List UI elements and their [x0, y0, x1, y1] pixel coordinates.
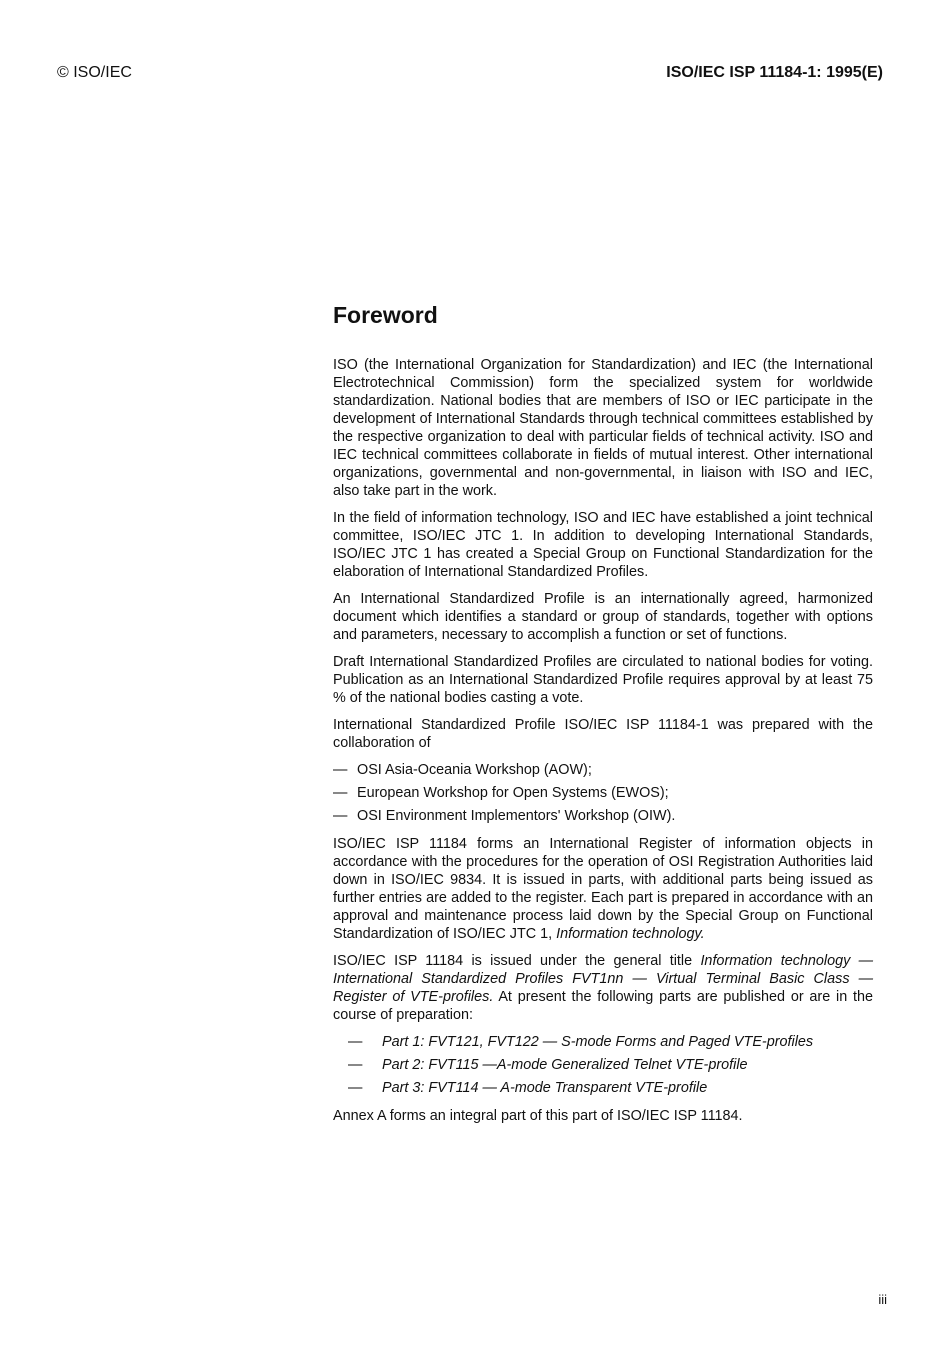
collaborators-list	[333, 761, 873, 825]
dash: —	[333, 808, 348, 824]
paragraph-jtc1: In the field of information technology, ISO and IEC have established a joint technical committee, ISO/IEC JTC 1. In addition to developing International Standards, ISO/IEC JTC 1 has created a Special Group on Functional Standardization for the elaboration of International Standardized Profiles.	[333, 510, 873, 580]
page-number: iii	[878, 1292, 887, 1307]
general-title-end: At present the following parts are published or are in the course of preparation:	[333, 989, 873, 1023]
header-document-id: ISO/IEC ISP 11184-1: 1995(E)	[666, 64, 883, 81]
list-item-text: Part 1: FVT121, FVT122 — S-mode Forms and Paged VTE-profiles	[382, 1034, 814, 1050]
foreword-body	[333, 356, 873, 1134]
page-title: Foreword	[333, 302, 438, 328]
list-item	[333, 1079, 873, 1097]
paragraph-annex: Annex A forms an integral part of this part of ISO/IEC ISP 11184.	[333, 1108, 743, 1124]
dash: —	[333, 785, 348, 801]
general-title-intro: ISO/IEC ISP 11184 is issued under the general title	[333, 953, 701, 969]
dash: —	[348, 1034, 363, 1050]
list-item-text: Part 2: FVT115 —A-mode Generalized Telnet VTE-profile	[382, 1057, 748, 1073]
paragraph-organizations: ISO (the International Organization for Standardization) and IEC (the International Electrotechnical Commission) form the specialized system for worldwide standardization. National bodies that are members of ISO or IEC participate in the development of International Standards through technical committees established by the respective organization to deal with particular fields of technical activity. ISO and IEC technical committees collaborate in fields of mutual interest. Other international organizations, governmental and non-governmental, in liaison with ISO and IEC, also take part in the work.	[333, 357, 873, 499]
paragraph-general-title	[333, 952, 873, 1024]
paragraph-voting: Draft International Standardized Profiles are circulated to national bodies for voting. Publication as an International Standardized Profile requires approval by at least 75 % of the national bodies casting a vote.	[333, 654, 873, 706]
header-copyright: © ISO/IEC	[57, 64, 132, 81]
list-item	[333, 761, 873, 779]
paragraph-isp-definition: An International Standardized Profile is an internationally agreed, harmonized document which identifies a standard or group of standards, together with options and parameters, necessary to accomplish a function or set of functions.	[333, 591, 873, 643]
dash: —	[348, 1057, 363, 1073]
list-item	[333, 784, 873, 802]
list-item	[333, 1033, 873, 1051]
general-title-italic: Information technology — International Standardized Profiles FVT1nn — Virtual Terminal Basic Class — Register of VTE-profiles.	[333, 953, 874, 1005]
parts-list	[333, 1033, 873, 1097]
list-item-text: OSI Asia-Oceania Workshop (AOW);	[357, 762, 592, 778]
register-italic-text: Information technology.	[556, 926, 705, 942]
paragraph-register	[333, 835, 873, 943]
dash: —	[348, 1080, 363, 1096]
list-item-text: European Workshop for Open Systems (EWOS);	[357, 785, 669, 801]
register-text: ISO/IEC ISP 11184 forms an International Register of information objects in accordance with the procedures for the operation of OSI Registration Authorities laid down in ISO/IEC 9834. It is issued in parts, with additional parts being issued as further entries are added to the register. Each part is prepared in accordance with an approval and maintenance process laid down by the Special Group on Functional Standardization of ISO/IEC JTC 1,	[333, 836, 873, 942]
paragraph-collaboration: International Standardized Profile ISO/IEC ISP 11184-1 was prepared with the collaboration of	[333, 717, 873, 751]
list-item	[333, 807, 873, 825]
list-item-text: OSI Environment Implementors' Workshop (OIW).	[357, 808, 676, 824]
dash: —	[333, 762, 348, 778]
list-item-text: Part 3: FVT114 — A-mode Transparent VTE-profile	[382, 1080, 708, 1096]
list-item	[333, 1056, 873, 1074]
